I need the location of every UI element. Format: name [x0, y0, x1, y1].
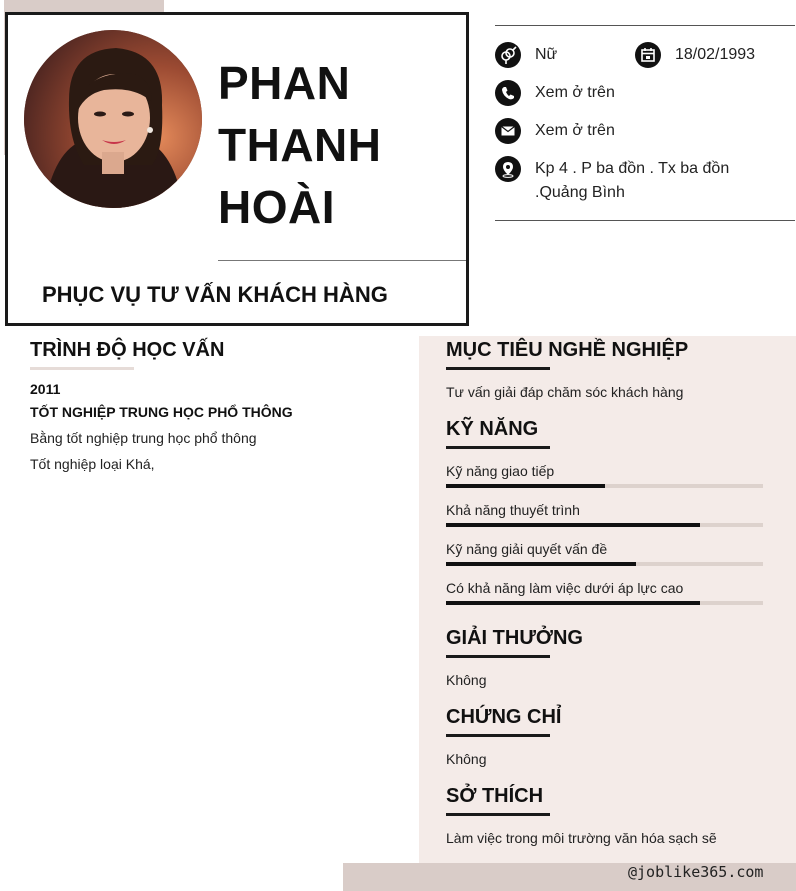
full-name [218, 52, 458, 238]
certificates-underline [446, 734, 550, 737]
certificates-title: CHỨNG CHỈ [446, 706, 562, 728]
skill-level-fill [446, 523, 700, 527]
address-line-1: Kp 4 . P ba đồn . Tx ba đồn [535, 160, 730, 177]
skill-level-fill [446, 601, 700, 605]
gender-icon [495, 42, 521, 68]
awards-title: GIẢI THƯỞNG [446, 627, 583, 649]
right-column-background [419, 336, 796, 863]
certificates-text: Không [446, 751, 487, 767]
skills-title: KỸ NĂNG [446, 418, 539, 440]
skill-level-track [446, 601, 763, 605]
avatar-photo-illustration [24, 30, 202, 208]
education-year: 2011 [30, 381, 61, 397]
email-icon [495, 118, 521, 144]
contact-info [495, 25, 795, 221]
calendar-icon [635, 42, 661, 68]
education-rank: Tốt nghiệp loại Khá, [30, 456, 155, 472]
hobbies-text: Làm việc trong môi trường văn hóa sạch sẽ [446, 830, 717, 846]
education-degree: Bằng tốt nghiệp trung học phổ thông [30, 430, 257, 446]
awards-underline [446, 655, 550, 658]
job-title: PHỤC VỤ TƯ VẤN KHÁCH HÀNG [42, 282, 388, 307]
skill-level-track [446, 484, 763, 488]
address-line-2: .Quảng Bình [535, 184, 625, 201]
skill-level-fill [446, 562, 636, 566]
skill-label: Khả năng thuyết trình [446, 502, 580, 518]
gender-value: Nữ [535, 46, 558, 63]
birthday-value: 18/02/1993 [675, 46, 756, 63]
name-line-1: PHAN [218, 57, 351, 109]
avatar [24, 30, 202, 208]
education-title: TRÌNH ĐỘ HỌC VẤN [30, 339, 225, 361]
skills-underline [446, 446, 550, 449]
skill-label: Có khả năng làm việc dưới áp lực cao [446, 580, 684, 596]
location-icon [495, 156, 521, 182]
education-underline [30, 367, 134, 370]
awards-text: Không [446, 672, 487, 688]
objective-title: MỤC TIÊU NGHỀ NGHIỆP [446, 339, 689, 361]
objective-underline [446, 367, 550, 370]
phone-value: Xem ở trên [535, 84, 615, 101]
hobbies-underline [446, 813, 550, 816]
skill-level-track [446, 562, 763, 566]
email-value: Xem ở trên [535, 122, 615, 139]
watermark: @joblike365.com [628, 863, 764, 881]
name-line-3: HOÀI [218, 181, 335, 233]
name-line-2: THANH [218, 119, 382, 171]
skill-level-track [446, 523, 763, 527]
education-school: TỐT NGHIỆP TRUNG HỌC PHỔ THÔNG [30, 404, 293, 420]
skill-level-fill [446, 484, 605, 488]
objective-text: Tư vấn giải đáp chăm sóc khách hàng [446, 384, 684, 400]
hobbies-title: SỞ THÍCH [446, 785, 544, 807]
name-divider [218, 260, 466, 261]
skill-label: Kỹ năng giải quyết vấn đề [446, 541, 608, 557]
phone-icon [495, 80, 521, 106]
skill-label: Kỹ năng giao tiếp [446, 463, 555, 479]
